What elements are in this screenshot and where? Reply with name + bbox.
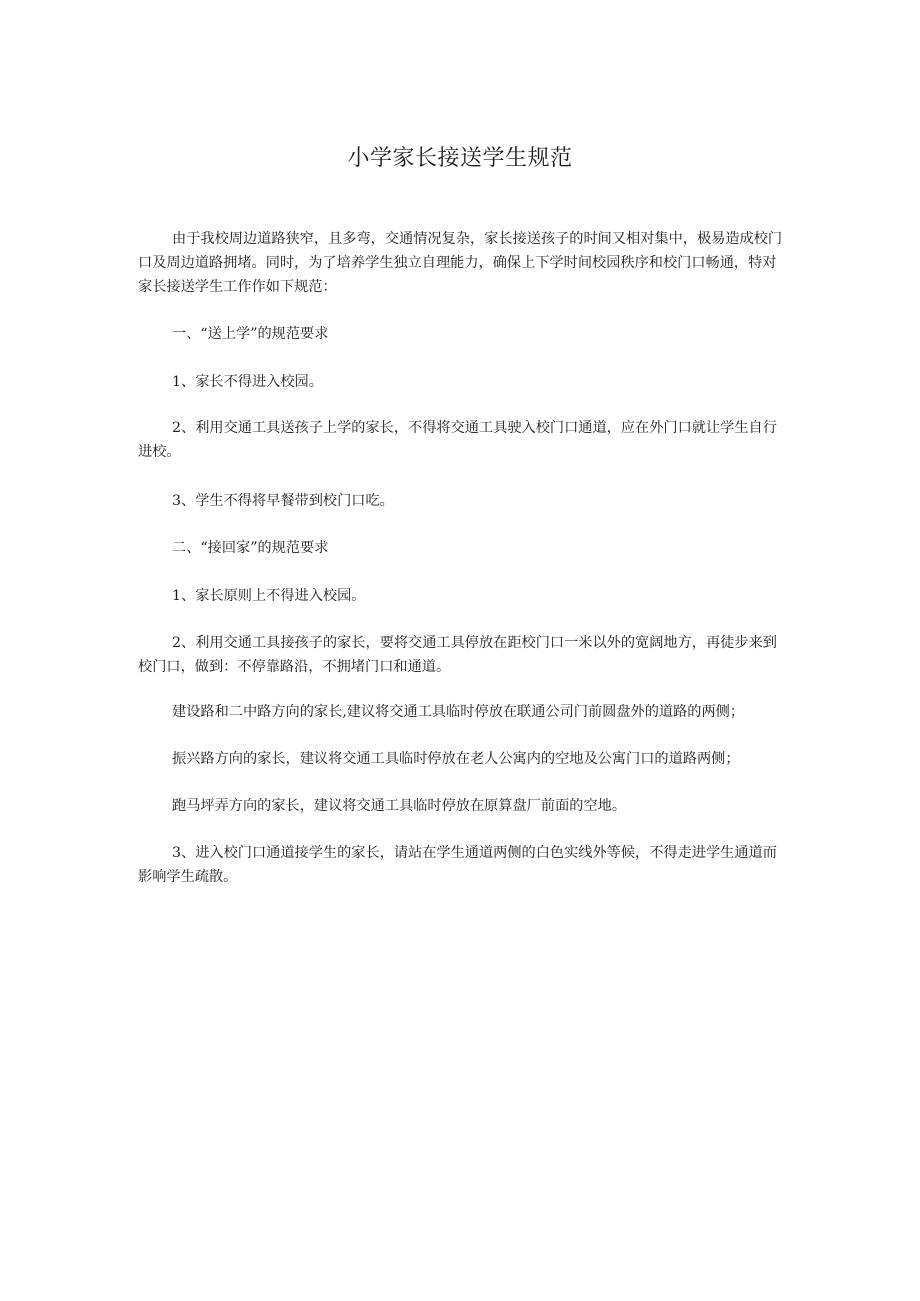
section-1-item-1: 1、家长不得进入校园。 (172, 374, 323, 390)
section-2-note-2: 振兴路方向的家长，建议将交通工具临时停放在老人公寓内的空地及公寓门口的道路两侧； (172, 751, 740, 767)
section-2-note-3: 跑马坪弄方向的家长，建议将交通工具临时停放在原算盘厂前面的空地。 (172, 798, 627, 814)
section-2-note-1: 建设路和二中路方向的家长,建议将交通工具临时停放在联通公司门前圆盘外的道路的两侧； (172, 704, 745, 720)
section-2-item-3: 3、进入校门口通道接学生的家长，请站在学生通道两侧的白色实线外等候，不得走进学生通道而影响学生疏散。 (138, 845, 777, 885)
section-2-item-1: 1、家长原则上不得进入校园。 (172, 588, 366, 604)
document-title: 小学家长接送学生规范 (347, 146, 573, 171)
section-2-heading: 二、“接回家”的规范要求 (172, 540, 329, 556)
section-1-item-2: 2、利用交通工具送孩子上学的家长，不得将交通工具驶入校门口通道，应在外门口就让学生自行进校。 (138, 420, 777, 460)
section-2-item-2: 2、利用交通工具接孩子的家长，要将交通工具停放在距校门口一米以外的宽阔地方，再徒步来到校门口，做到：不停靠路沿，不拥堵门口和通道。 (138, 635, 777, 675)
section-1-heading: 一、“送上学”的规范要求 (172, 326, 329, 342)
section-1-item-3: 3、学生不得将早餐带到校门口吃。 (172, 493, 394, 509)
intro-paragraph: 由于我校周边道路狭窄，且多弯，交通情况复杂，家长接送孩子的时间又相对集中，极易造成校门口及周边道路拥堵。同时，为了培养学生独立自理能力，确保上下学时间校园秩序和校门口畅通，特对家长接送学生工作作如下规范： (138, 231, 783, 295)
